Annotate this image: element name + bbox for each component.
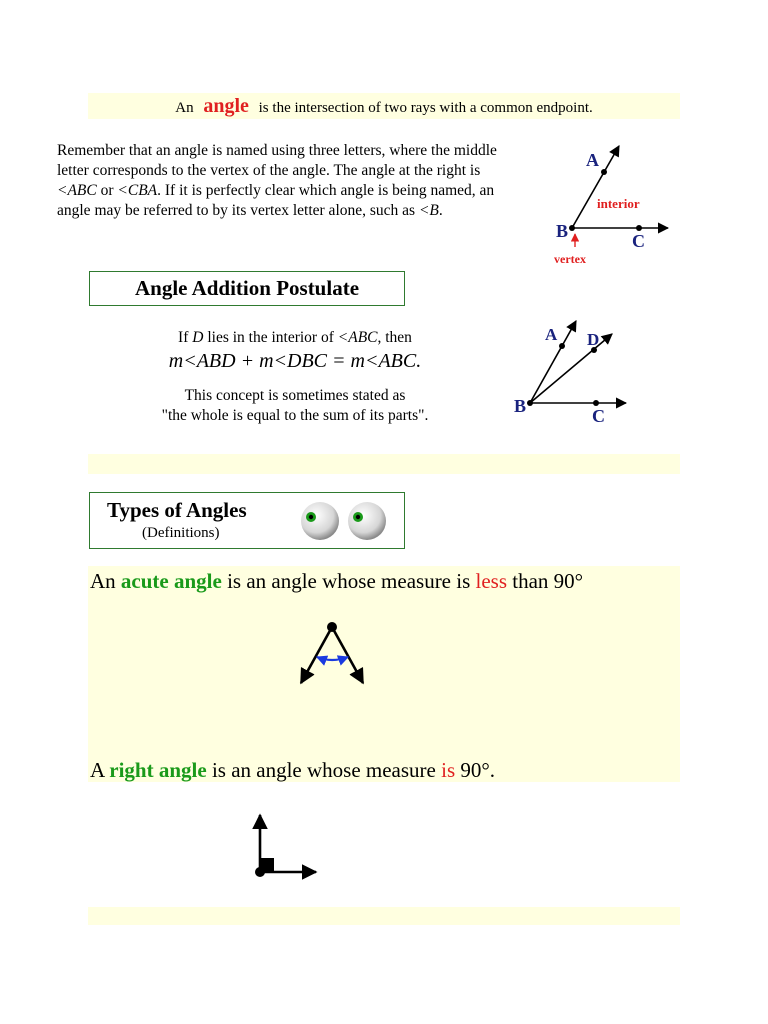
naming-line-3 <box>57 181 547 201</box>
point-d-ref: D <box>192 329 204 346</box>
vertex-label: vertex <box>554 252 586 266</box>
point-b <box>527 400 533 406</box>
point-a <box>601 169 607 175</box>
intro-suffix: is the intersection of two rays with a common endpoint. <box>258 100 593 116</box>
definitions-band <box>88 566 680 782</box>
angle-abc-diagram <box>548 140 678 270</box>
postulate-title: Angle Addition Postulate <box>134 276 360 300</box>
naming-period: . <box>438 202 443 219</box>
types-subtitle: (Definitions) <box>142 525 220 541</box>
label-b: B <box>514 396 527 416</box>
intro-definition <box>88 93 680 119</box>
naming-paragraph <box>57 141 547 221</box>
label-c: C <box>632 231 645 251</box>
interior-label: interior <box>597 196 640 211</box>
angle-b: <B <box>418 202 439 219</box>
naming-line-4 <box>57 201 547 221</box>
postulate-if: If <box>178 329 193 346</box>
acute-measure-arc <box>317 657 348 660</box>
postulate-then: , then <box>377 329 412 346</box>
right-is: is <box>441 758 456 782</box>
angle-abc: <ABC <box>57 182 97 199</box>
intro-keyword: angle <box>203 95 249 117</box>
label-b: B <box>556 221 569 241</box>
angle-addition-diagram <box>510 316 640 431</box>
right-middle: is an angle whose measure <box>206 758 442 782</box>
postulate-line-1 <box>110 328 480 348</box>
right-term: right angle <box>109 758 207 782</box>
angle-cba: <CBA <box>117 182 158 199</box>
acute-vertex <box>327 622 337 632</box>
acute-ray-right <box>332 627 363 683</box>
acute-middle: is an angle whose measure is <box>221 569 476 593</box>
acute-ray-left <box>301 627 332 683</box>
label-c: C <box>592 406 605 426</box>
naming-line-2: letter corresponds to the vertex of the angle. The angle at the right is <box>57 162 481 179</box>
eyeballs-icon <box>298 499 390 543</box>
postulate-note-2: "the whole is equal to the sum of its parts". <box>161 407 429 424</box>
acute-suffix: than 90° <box>507 569 584 593</box>
point-b <box>569 225 575 231</box>
postulate-interior-text: lies in the interior of <box>203 329 338 346</box>
types-title: Types of Angles <box>107 498 247 522</box>
label-a: A <box>545 325 558 344</box>
right-vertex <box>255 867 265 877</box>
intro-prefix: An <box>175 100 194 116</box>
acute-definition <box>90 568 583 594</box>
acute-term: acute angle <box>120 569 222 593</box>
ray-bd <box>530 334 612 403</box>
right-suffix: 90°. <box>455 758 496 782</box>
acute-prefix: An <box>90 569 121 593</box>
point-a <box>559 343 565 349</box>
naming-line-1: Remember that an angle is named using three letters, where the middle <box>57 142 497 159</box>
right-angle-diagram <box>248 810 324 884</box>
label-d: D <box>587 330 600 349</box>
postulate-statement <box>110 328 480 426</box>
acute-angle-diagram <box>292 616 374 692</box>
acute-less: less <box>475 569 508 593</box>
postulate-angle-ref: <ABC <box>337 329 378 346</box>
naming-or: or <box>96 182 118 199</box>
postulate-note-1: This concept is sometimes stated as <box>184 387 406 404</box>
postulate-title-box <box>89 271 405 306</box>
naming-line-3-rest: . If it is perfectly clear which angle is being named, an <box>157 182 495 199</box>
postulate-formula: m<ABD + m<DBC = m<ABC. <box>168 350 422 372</box>
bottom-band <box>88 907 680 925</box>
types-title-box <box>89 492 405 549</box>
label-a: A <box>586 150 599 170</box>
separator-band <box>88 454 680 474</box>
right-prefix: A <box>90 758 110 782</box>
right-definition <box>90 757 495 783</box>
naming-line-4-text: angle may be referred to by its vertex letter alone, such as <box>57 202 419 219</box>
